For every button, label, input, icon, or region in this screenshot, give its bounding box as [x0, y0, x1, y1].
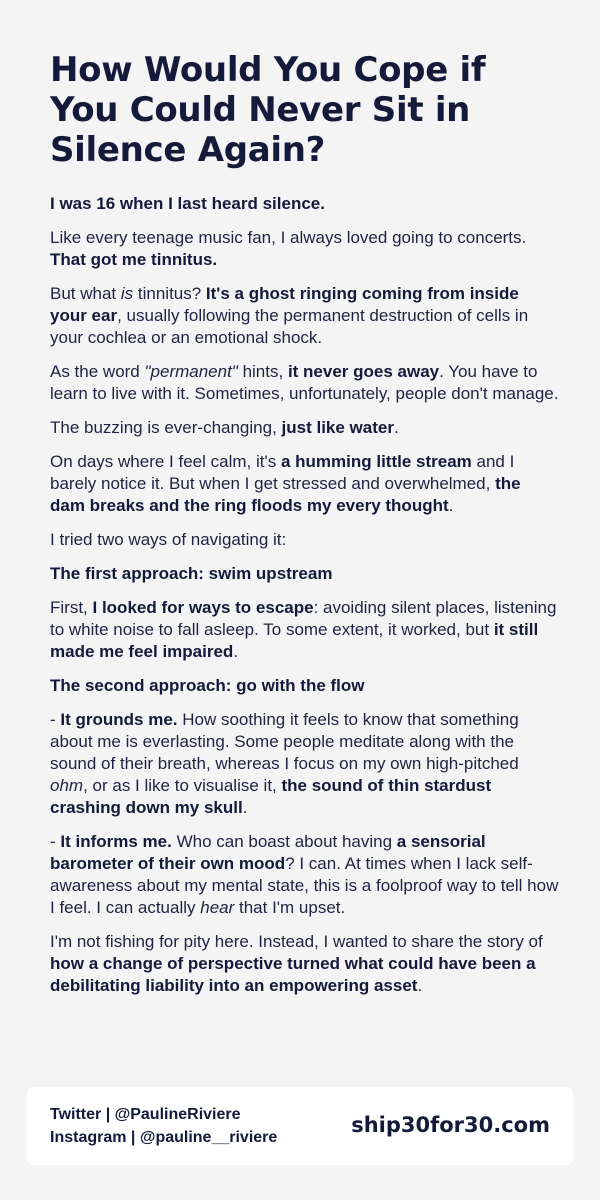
text: . — [393, 418, 399, 437]
text: On days where I feel calm, it's — [50, 452, 281, 471]
paragraph-11 — [50, 931, 560, 997]
text: , or as I like to visualise it, — [83, 776, 282, 795]
bold-text: it still made me feel impaired — [50, 620, 539, 661]
text: Like every teenage music fan, I always loved going to concerts. — [50, 228, 527, 247]
article-title: How Would You Cope if You Could Never Sit in Silence Again? — [50, 50, 486, 170]
paragraph-1 — [50, 193, 560, 215]
text: . You have to learn to live with it. Sometimes, unfortunately, people don't manage. — [50, 362, 559, 403]
paragraph-2 — [50, 227, 560, 271]
bold-text: It's a ghost ringing coming from inside your ear — [50, 284, 519, 325]
paragraph-5 — [50, 417, 560, 439]
text: that I'm upset. — [234, 898, 346, 917]
text: Who can boast about having — [171, 832, 397, 851]
bold-text: just like water — [281, 418, 394, 437]
text: hints, — [237, 362, 288, 381]
text: As the word — [50, 362, 145, 381]
italic-text: ohm — [50, 776, 84, 795]
text: How soothing it feels to know that something about me is everlasting. Some people meditate along with the sound of their breath, whereas I focus on my own high-pitched — [50, 710, 519, 773]
paragraph-3 — [50, 283, 560, 349]
subheading-second-approach: The second approach: go with the flow — [50, 676, 365, 695]
text: - — [50, 710, 61, 729]
text: and I barely notice it. But when I get stressed and overwhelmed, — [50, 452, 515, 493]
bold-text: That got me tinnitus. — [50, 250, 218, 269]
bold-text: a humming little stream — [280, 452, 472, 471]
text: . — [448, 496, 454, 515]
social-handles — [50, 1103, 277, 1149]
text: . — [233, 642, 239, 661]
paragraph-8 — [50, 597, 560, 663]
text: - — [50, 832, 61, 851]
text: The buzzing is ever-changing, — [50, 418, 282, 437]
text: tinnitus? — [133, 284, 206, 303]
bold-text: it never goes away — [287, 362, 440, 381]
instagram-handle[interactable]: Instagram | @pauline__riviere — [50, 1129, 278, 1146]
text: First, — [50, 598, 93, 617]
text: . — [242, 798, 248, 817]
bold-text: It informs me. — [60, 832, 172, 851]
paragraph-4 — [50, 361, 560, 405]
paragraph-9 — [50, 709, 560, 819]
text: I'm not fishing for pity here. Instead, I wanted to share the story of — [50, 932, 543, 951]
bold-text: I was 16 when I last heard silence. — [50, 194, 325, 213]
paragraph-10 — [50, 831, 560, 919]
subheading-first-approach: The first approach: swim upstream — [50, 564, 333, 583]
italic-text: "permanent" — [144, 362, 238, 381]
italic-text: is — [120, 284, 134, 303]
text: ? I can. At times when I lack self-awareness about my mental state, this is a foolproof way to tell how I feel. I can actually — [50, 854, 559, 917]
paragraph-7 — [50, 529, 560, 551]
bold-text: the sound of thin stardust crashing down my skull — [50, 776, 492, 817]
article — [50, 50, 560, 1009]
italic-text: hear — [200, 898, 235, 917]
text: I tried two ways of navigating it: — [50, 530, 287, 549]
twitter-handle[interactable]: Twitter | @PaulineRiviere — [50, 1106, 241, 1123]
bold-text: It grounds me. — [60, 710, 178, 729]
bold-text: the dam breaks and the ring floods my every thought — [50, 474, 521, 515]
text: , usually following the permanent destruction of cells in your cochlea or an emotional shock. — [50, 306, 529, 347]
bold-text: I looked for ways to escape — [92, 598, 314, 617]
paragraph-6 — [50, 451, 560, 517]
text: . — [417, 976, 423, 995]
text: : avoiding silent places, listening to white noise to fall asleep. To some extent, it worked, but — [50, 598, 557, 639]
text: But what — [50, 284, 121, 303]
bold-text: a sensorial barometer of their own mood — [50, 832, 486, 873]
bold-text: how a change of perspective turned what could have been a debilitating liability into an empowering asset — [50, 954, 536, 995]
site-link[interactable]: ship30for30.com — [351, 1113, 550, 1137]
footer-card — [27, 1087, 573, 1165]
